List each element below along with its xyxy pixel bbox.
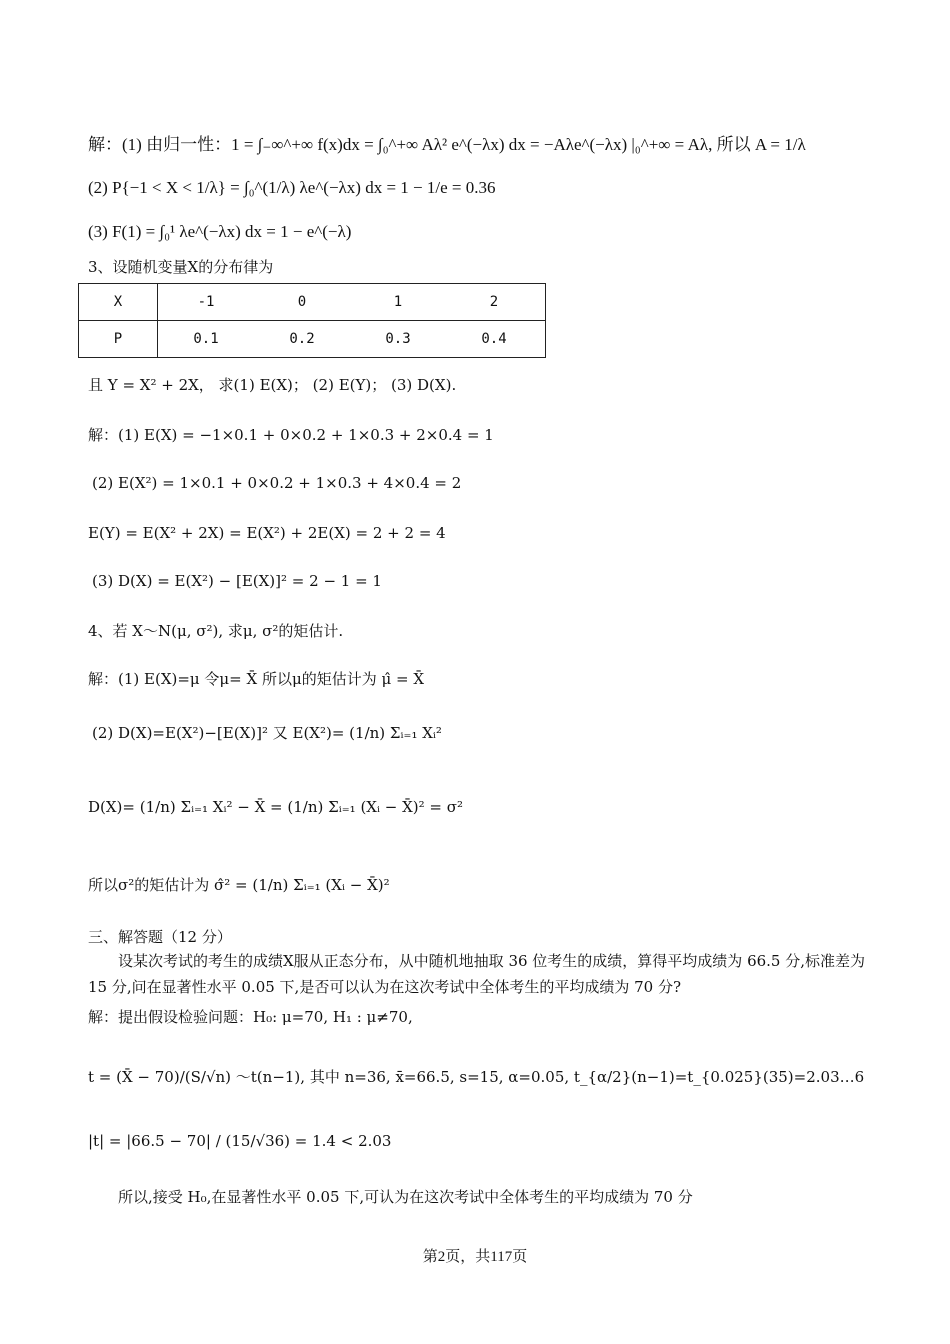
- solution-line-3: (3) F(1) = ∫₀¹ λe^(−λx) dx = 1 − e^(−λ): [88, 222, 352, 241]
- table-cell: 0: [297, 294, 307, 310]
- table-cell: 2: [489, 294, 499, 310]
- table-header-cell: P: [79, 321, 158, 358]
- section-3-heading: 三、解答题（12 分）: [88, 928, 232, 946]
- answer-4-sigma: 所以σ²的矩估计为 σ̂² = (1/n) Σᵢ₌₁ (Xᵢ − X̄)²: [88, 876, 390, 894]
- section-3-calculation: |t| = |66.5 − 70| / (15/√36) = 1.4 < 2.03: [88, 1132, 392, 1150]
- page-footer: 第2页，共117页: [422, 1249, 528, 1265]
- table-cell: 0.3: [385, 331, 411, 347]
- section-3-problem: 设某次考试的考生的成绩X服从正态分布，从中随机地抽取 36 位考生的成绩，算得平均成绩为 66.5 分,标准差为 15 分,问在显著性水平 0.05 下,是否可以认为在这次考试中全体考生的平均成绩为 70 分?: [88, 952, 866, 996]
- answer-4-1: 解：(1) E(X)=μ 令μ= X̄ 所以μ的矩估计为 μ̂ = X̄: [88, 670, 425, 688]
- table-cell: -1: [197, 294, 215, 310]
- table-cell: 0.2: [289, 331, 315, 347]
- solution-line-1: 解：(1) 由归一性：1 = ∫₋∞^+∞ f(x)dx = ∫₀^+∞ Aλ² e^(−λx) dx = −Aλe^(−λx) |₀^+∞ = Aλ, 所以 A = 1/λ: [88, 135, 806, 154]
- distribution-table: [78, 283, 546, 358]
- table-cell: 0.4: [481, 331, 507, 347]
- table-row: [79, 321, 546, 358]
- table-cell: 0.1: [193, 331, 219, 347]
- table-row: [79, 284, 546, 321]
- question-4: 4、若 X～N(μ, σ²), 求μ, σ²的矩估计.: [88, 622, 344, 640]
- question-3: 3、设随机变量X的分布律为: [88, 258, 274, 276]
- section-3-hypothesis: 解：提出假设检验问题：H₀: μ=70, H₁ : μ≠70,: [88, 1008, 413, 1026]
- table-header-cell: X: [79, 284, 158, 321]
- answer-3-1: 解：(1) E(X) = −1×0.1 + 0×0.2 + 1×0.3 + 2×0.4 = 1: [88, 426, 494, 444]
- question-3-task: 且 Y = X² + 2X， 求(1) E(X)； (2) E(Y)； (3) D(X).: [88, 376, 457, 394]
- answer-4-dx: D(X)= (1/n) Σᵢ₌₁ Xᵢ² − X̄ = (1/n) Σᵢ₌₁ (Xᵢ − X̄)² = σ²: [88, 798, 463, 816]
- section-3-conclusion: 所以,接受 H₀,在显著性水平 0.05 下,可认为在这次考试中全体考生的平均成绩为 70 分: [118, 1188, 693, 1206]
- section-3-statistic: t = (X̄ − 70)/(S/√n) ～t(n−1), 其中 n=36, x̄=66.5, s=15, α=0.05, t_{α/2}(n−1)=t_{0.025}(35)=2.03…6: [88, 1068, 865, 1086]
- answer-4-2: (2) D(X)=E(X²)−[E(X)]² 又 E(X²)= (1/n) Σᵢ₌₁ Xᵢ²: [92, 724, 442, 742]
- solution-line-2: (2) P{−1 < X < 1/λ} = ∫₀^(1/λ) λe^(−λx) dx = 1 − 1/e = 0.36: [88, 178, 496, 197]
- answer-3-ey: E(Y) = E(X² + 2X) = E(X²) + 2E(X) = 2 + 2 = 4: [88, 524, 446, 542]
- answer-3-3: (3) D(X) = E(X²) − [E(X)]² = 2 − 1 = 1: [92, 572, 382, 590]
- table-cell: 1: [393, 294, 403, 310]
- answer-3-2: (2) E(X²) = 1×0.1 + 0×0.2 + 1×0.3 + 4×0.4 = 2: [92, 474, 462, 492]
